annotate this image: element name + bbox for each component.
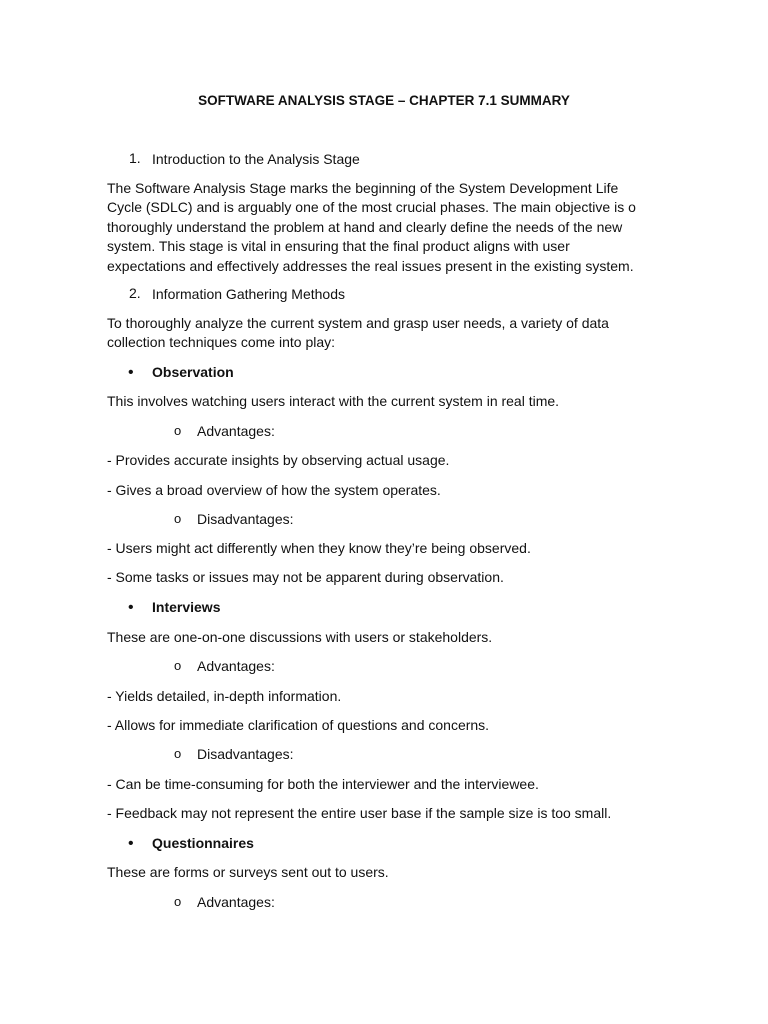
section-paragraph: [107, 179, 667, 276]
method-name: Interviews: [152, 599, 221, 615]
method-description: These are one-on-one discussions with users or stakeholders.: [107, 629, 493, 645]
document-title: SOFTWARE ANALYSIS STAGE – CHAPTER 7.1 SUMMARY: [198, 93, 570, 108]
section-heading: Introduction to the Analysis Stage: [152, 151, 360, 167]
section-number: 2.: [129, 285, 141, 301]
paragraph-line: collection techniques come into play:: [107, 334, 336, 351]
method-description: These are forms or surveys sent out to users.: [107, 864, 389, 880]
paragraph-line: thoroughly understand the problem at hand and clearly define the needs of the new: [107, 218, 623, 235]
sub-bullet-icon: o: [174, 511, 182, 526]
section-heading: Information Gathering Methods: [152, 286, 345, 302]
method-description: This involves watching users interact with the current system in real time.: [107, 393, 560, 409]
sub-bullet-icon: o: [174, 746, 182, 761]
sub-bullet-icon: o: [174, 423, 182, 438]
disadvantage-item: - Users might act differently when they know they’re being observed.: [107, 540, 531, 556]
paragraph-line: Cycle (SDLC) and is arguably one of the most crucial phases. The main objective is o: [107, 199, 636, 216]
disadvantage-item: - Feedback may not represent the entire user base if the sample size is too small.: [107, 805, 612, 821]
bullet-icon: •: [128, 599, 134, 616]
disadvantage-item: - Can be time-consuming for both the interviewer and the interviewee.: [107, 776, 539, 792]
advantage-item: - Yields detailed, in-depth information.: [107, 688, 342, 704]
paragraph-line: expectations and effectively addresses the real issues present in the existing system.: [107, 257, 634, 274]
section-paragraph: [107, 314, 667, 353]
disadvantages-label: Disadvantages:: [197, 511, 294, 527]
advantages-label: Advantages:: [197, 894, 275, 910]
advantage-item: - Provides accurate insights by observing actual usage.: [107, 452, 450, 468]
disadvantages-label: Disadvantages:: [197, 746, 294, 762]
bullet-icon: •: [128, 364, 134, 381]
method-name: Observation: [152, 364, 234, 380]
paragraph-line: The Software Analysis Stage marks the beginning of the System Development Life: [107, 180, 619, 196]
paragraph-line: To thoroughly analyze the current system and grasp user needs, a variety of data: [107, 315, 609, 331]
sub-bullet-icon: o: [174, 658, 182, 673]
advantages-label: Advantages:: [197, 423, 275, 439]
section-number: 1.: [129, 150, 141, 166]
disadvantage-item: - Some tasks or issues may not be apparent during observation.: [107, 569, 504, 585]
advantage-item: - Allows for immediate clarification of questions and concerns.: [107, 717, 490, 733]
sub-bullet-icon: o: [174, 894, 182, 909]
bullet-icon: •: [128, 835, 134, 852]
advantages-label: Advantages:: [197, 658, 275, 674]
method-name: Questionnaires: [152, 835, 254, 851]
paragraph-line: system. This stage is vital in ensuring that the final product aligns with user: [107, 238, 570, 255]
advantage-item: - Gives a broad overview of how the system operates.: [107, 482, 441, 498]
